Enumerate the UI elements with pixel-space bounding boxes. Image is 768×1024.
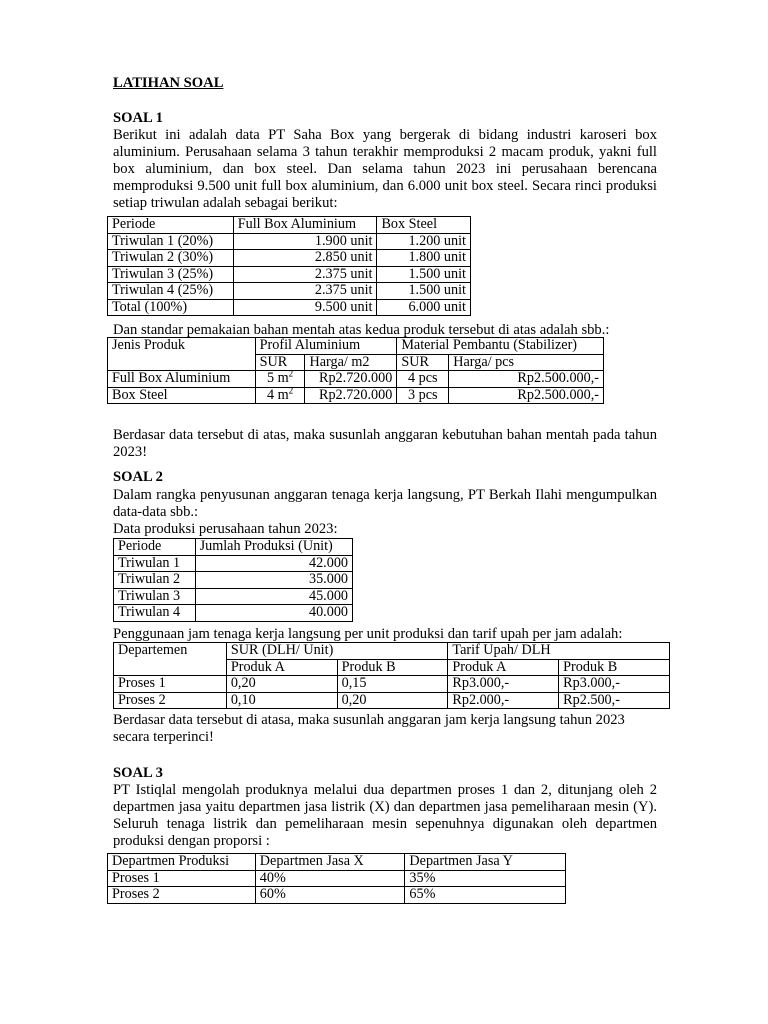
table-cell: Rp2.500.000,-: [449, 387, 604, 404]
soal2-question: Berdasar data tersebut di atasa, maka susunlah anggaran jam kerja langsung tahun 2023 secara terperinci!: [113, 712, 625, 745]
table-cell: Proses 2: [114, 692, 227, 709]
superscript: 2: [288, 384, 294, 395]
table-header-row: [108, 338, 604, 355]
soal1-between-text: Dan standar pemakaian bahan mentah atas kedua produk tersebut di atas adalah sbb.:: [113, 322, 610, 338]
table-cell: Rp2.500.000,-: [449, 371, 604, 388]
soal2-heading: SOAL 2: [113, 469, 163, 485]
soal1-question: Berdasar data tersebut di atas, maka susunlah anggaran kebutuhan bahan mentah pada tahun 2023!: [113, 427, 657, 460]
table-row: [114, 692, 670, 709]
table-cell: Proses 1: [108, 870, 256, 887]
table-row: [114, 676, 670, 693]
soal3-proportion-table: [107, 853, 566, 904]
table-cell: 1.900 unit: [233, 233, 377, 250]
table-cell: Rp3.000,-: [559, 676, 670, 693]
table-row: [108, 870, 566, 887]
table-cell: 1.500 unit: [377, 266, 471, 283]
table-cell: Triwulan 1: [114, 555, 196, 572]
table-row: [114, 588, 353, 605]
table-row: [114, 605, 353, 622]
soal1-paragraph: Berikut ini adalah data PT Saha Box yang bergerak di bidang industri karoseri box aluminium. Perusahaan selama 3 tahun terakhir memproduksi 2 macam produk, yakni full box aluminium, dan box steel. Dan selama tahun 2023 ini perusahaan berencana memproduksi 9.500 unit full box aluminium, dan 6.000 unit box steel. Secara rinci produksi setiap triwulan adalah sebagai berikut:: [113, 127, 657, 211]
table-cell: 42.000: [195, 555, 352, 572]
table-cell: 3 pcs: [397, 387, 449, 404]
table-cell: 35.000: [195, 572, 352, 589]
soal2-labor-table: [113, 642, 670, 709]
table-row: [108, 299, 471, 316]
table-cell: Rp3.000,-: [448, 676, 559, 693]
soal2-production-table: [113, 538, 353, 622]
table-cell: 60%: [255, 887, 405, 904]
table-header-cell: Departmen Jasa X: [255, 854, 405, 871]
table-header-row: [114, 659, 670, 676]
table-header-cell: Periode: [108, 217, 234, 234]
table-cell: Full Box Aluminium: [108, 371, 256, 388]
table-cell: 0,10: [226, 692, 337, 709]
table-header-cell: Jumlah Produksi (Unit): [195, 539, 352, 556]
table-header-cell: SUR: [255, 354, 305, 371]
table-header-cell: Periode: [114, 539, 196, 556]
table-header-cell: [114, 659, 227, 676]
table-cell: 9.500 unit: [233, 299, 377, 316]
table-cell: Triwulan 4 (25%): [108, 283, 234, 300]
table-header-cell: SUR: [397, 354, 449, 371]
table-header-cell: [108, 354, 256, 371]
table-cell: 35%: [405, 870, 566, 887]
soal3-heading: SOAL 3: [113, 765, 163, 781]
soal1-material-table: [107, 337, 604, 404]
table-row: [114, 555, 353, 572]
soal2-paragraph: Dalam rangka penyusunan anggaran tenaga kerja langsung, PT Berkah Ilahi mengumpulkan data-data sbb.:: [113, 487, 657, 520]
table-cell: Triwulan 1 (20%): [108, 233, 234, 250]
table-row: [108, 250, 471, 267]
table-header-row: [114, 643, 670, 660]
soal2-between-text: Penggunaan jam tenaga kerja langsung per unit produksi dan tarif upah per jam adalah:: [113, 626, 623, 642]
table-header-cell: Departmen Produksi: [108, 854, 256, 871]
table-cell: 2.375 unit: [233, 266, 377, 283]
table-cell: [255, 384, 305, 404]
table-cell: Triwulan 3 (25%): [108, 266, 234, 283]
table-cell: 1.200 unit: [377, 233, 471, 250]
table-header-row: [108, 854, 566, 871]
table-header-row: [108, 354, 604, 371]
table-header-cell: Full Box Aluminium: [233, 217, 377, 234]
table-cell: 40%: [255, 870, 405, 887]
table-cell: Triwulan 3: [114, 588, 196, 605]
table-row: [108, 387, 604, 404]
table-cell: 2.850 unit: [233, 250, 377, 267]
table-header-row: [114, 539, 353, 556]
table-cell: 65%: [405, 887, 566, 904]
table-cell: 6.000 unit: [377, 299, 471, 316]
table-cell: Rp2.500,-: [559, 692, 670, 709]
soal2-intro: Data produksi perusahaan tahun 2023:: [113, 521, 338, 537]
table-header-cell: Produk A: [448, 659, 559, 676]
soal1-production-table: [107, 216, 471, 316]
table-header-cell: Tarif Upah/ DLH: [448, 643, 670, 660]
table-row: [108, 283, 471, 300]
table-cell: Rp2.720.000: [305, 371, 397, 388]
table-header-cell: Harga/ pcs: [449, 354, 604, 371]
table-cell: Triwulan 2: [114, 572, 196, 589]
table-cell: Box Steel: [108, 387, 256, 404]
table-cell: Rp2.000,-: [448, 692, 559, 709]
table-header-cell: Produk B: [337, 659, 448, 676]
table-cell: [255, 368, 305, 388]
document-title: LATIHAN SOAL: [113, 75, 224, 91]
table-cell: Total (100%): [108, 299, 234, 316]
sur-value: 5 m: [266, 370, 289, 386]
table-cell: 40.000: [195, 605, 352, 622]
table-cell: Proses 2: [108, 887, 256, 904]
table-cell: 4 pcs: [397, 371, 449, 388]
superscript: 2: [288, 368, 294, 379]
table-header-cell: Produk A: [226, 659, 337, 676]
table-cell: Triwulan 4: [114, 605, 196, 622]
soal3-paragraph: PT Istiqlal mengolah produknya melalui dua departmen proses 1 dan 2, ditunjang oleh 2 departmen jasa yaitu departmen jasa listrik (X) dan departmen jasa pemeliharaan mesin (Y). Seluruh tenaga listrik dan pemeliharaan mesin sepenuhnya digunakan oleh departmen produksi dengan proporsi :: [113, 782, 657, 849]
table-cell: 0,15: [337, 676, 448, 693]
table-header-cell: Produk B: [559, 659, 670, 676]
table-header-cell: Jenis Produk: [108, 338, 256, 355]
soal1-heading: SOAL 1: [113, 110, 163, 126]
table-row: [114, 572, 353, 589]
table-cell: Proses 1: [114, 676, 227, 693]
table-row: [108, 887, 566, 904]
table-cell: Rp2.720.000: [305, 387, 397, 404]
table-header-cell: Box Steel: [377, 217, 471, 234]
table-row: [108, 266, 471, 283]
sur-value: 4 m: [266, 386, 289, 403]
table-cell: 2.375 unit: [233, 283, 377, 300]
table-cell: 45.000: [195, 588, 352, 605]
table-header-row: [108, 217, 471, 234]
table-cell: 1.800 unit: [377, 250, 471, 267]
table-cell: 0,20: [226, 676, 337, 693]
table-cell: Triwulan 2 (30%): [108, 250, 234, 267]
table-header-cell: Material Pembantu (Stabilizer): [397, 338, 604, 355]
table-cell: 1.500 unit: [377, 283, 471, 300]
table-header-cell: SUR (DLH/ Unit): [226, 643, 448, 660]
table-header-cell: Profil Aluminium: [255, 338, 397, 355]
table-row: [108, 233, 471, 250]
table-header-cell: Departmen Jasa Y: [405, 854, 566, 871]
table-cell: 0,20: [337, 692, 448, 709]
table-row: [108, 371, 604, 388]
table-header-cell: Departemen: [114, 643, 227, 660]
table-header-cell: Harga/ m2: [305, 354, 397, 371]
